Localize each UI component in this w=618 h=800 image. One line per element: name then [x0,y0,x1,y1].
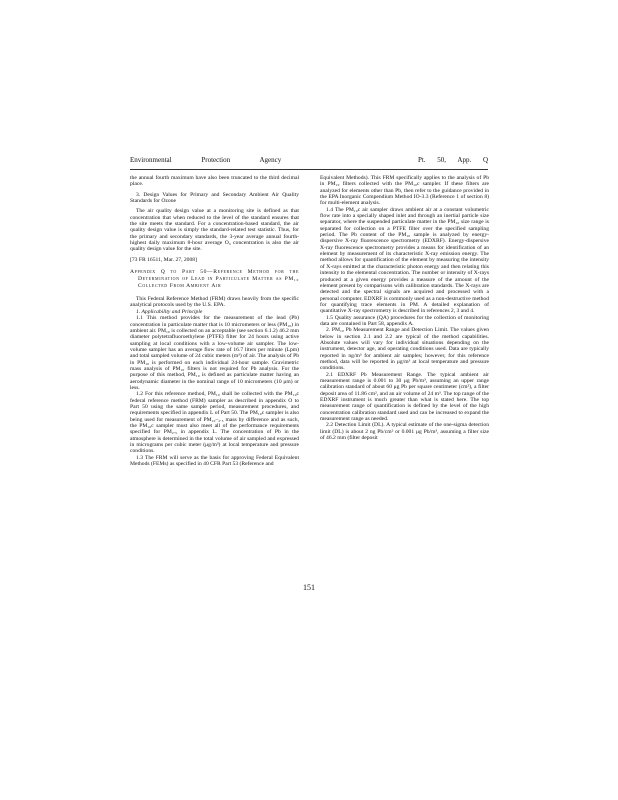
left-column-body [130,296,299,467]
right-column-body [320,175,489,441]
paragraph: 1.3 The FRM will serve as the basis for approving Federal Equivalent Methods (FEMs) as specified in 40 CFR Part 53 (Reference and [130,454,299,468]
paragraph: 1.2 For this reference method, PM₁₀ shall be collected with the PM₁₀c federal reference method (FRM) sampler as described in appendix O to Part 50 using the same sample period, measurement procedures, and requirements specified in appendix L of Part 50. The PM₁₀c sampler is also being used for measurement of PM₁₀–₂.₅ mass by difference and as such, the PM₁₀c sampler must also meet all of the performance requirements specified for PM₂.₅ in appendix L. The concentration of Pb in the atmosphere is determined in the total volume of air sampled and expressed in micrograms per cubic meter (μg/m³) at local temperature and pressure conditions. [130,391,299,455]
appendix-heading: Appendix Q to Part 50—Reference Method for the Determination of Lead in Particulate Matter as PM₁₀ Collected From Ambient Air [130,269,299,290]
header-rule [130,169,488,170]
paragraph: 2.2 Detection Limit (DL). A typical estimate of the one-sigma detection limit (DL) is about 2 ng Pb/cm² or 0.001 μg Pb/m³, assuming a filter size of 46.2 mm (filter deposit [320,422,489,442]
page-number: 151 [303,583,315,592]
left-column-intro [130,175,299,263]
running-header [130,156,488,168]
paragraph: 1.5 Quality assurance (QA) procedures for the collection of monitoring data are contained in Part 58, appendix A. [320,314,489,327]
paragraph: 2. PM₁₀ Pb Measurement Range and Detection Limit. The values given below in section 2.1 and 2.2 are typical of the method capabilities. Absolute values will vary for individual situations depending on the instrument, detector age, and operating conditions used. Data are typically reported in ng/m³ for ambient air samples; however, for this reference method, data will be reported in μg/m³ at local temperature and pressure conditions. [320,327,489,372]
paragraph: 1.1 This method provides for the measurement of the lead (Pb) concentration in particulate matter that is 10 micrometers or less (PM₁₀) in ambient air. PM₁₀ is collected on an acceptable (see section 6.1.2) 46.2 mm diameter polytetrafluoroethylene (PTFE) filter for 24 hours using active sampling at local conditions with a low-volume air sampler. The low-volume sampler has an average flow rate of 16.7 liters per minute (Lpm) and total sampled volume of 24 cubic meters (m³) of air. The analysis of Pb in PM₁₀ is performed on each individual 24-hour sample. Gravimetric mass analysis of PM₁₀ filters is not required for Pb analysis. For the purpose of this method, PM₁₀ is defined as particulate matter having an aerodynamic diameter in the nominal range of 10 micrometers (10 μm) or less. [130,315,299,391]
paragraph: The air quality design value at a monitoring site is defined as that concentration that when reduced to the level of the standard ensures that the site meets the standard. For a concentration-based standard, the air quality design value is simply the standard-related test statistic. Thus, for the primary and secondary standards, the 3-year average annual fourth-highest daily maximum 8-hour average O₃ concentration is also the air quality design value for the site. [130,208,299,253]
paragraph: the annual fourth maximum have also been truncated to the third decimal place. [130,175,299,188]
paragraph: 3. Design Values for Primary and Secondary Ambient Air Quality Standards for Ozone [130,191,299,205]
paragraph: 2.1 EDXRF Pb Measurement Range. The typical ambient air measurement range is 0.001 to 30 μg Pb/m³, assuming an upper range calibration standard of about 60 μg Pb per square centimeter (cm²), a filter deposit area of 11.86 cm², and an air volume of 24 m³. The top range of the EDXRF instrument is much greater than what is stated here. The top measurement range of quantification is defined by the level of the high concentration calibration standard used and can be increased to expand the measurement range as needed. [320,371,489,423]
header-agency: Environmental Protection Agency [130,156,282,164]
paragraph: This Federal Reference Method (FRM) draws heavily from the specific analytical protocols used by the U.S. EPA. [130,296,299,309]
paragraph: Equivalent Methods). This FRM specifically applies to the analysis of Pb in PM₁₀ filters collected with the PM₁₀c sampler. If these filters are analyzed for elements other than Pb, then refer to the guidance provided in the EPA Inorganic Compendium Method IO-3.3 (Reference 1 of section 8) for multi-element analysis. [320,175,489,207]
left-column [130,175,299,467]
header-part: Pt. 50, App. Q [417,156,488,164]
paragraph: [73 FR 16511, Mar. 27, 2008] [130,256,197,263]
paragraph: 1.4 The PM₁₀c air sampler draws ambient air at a constant volumetric flow rate into a specially shaped inlet and through an inertial particle size separator, where the suspended particulate matter in the PM₁₀ size range is separated for collection on a PTFE filter over the specified sampling period. The Pb content of the PM₁₀ sample is analyzed by energy-dispersive X-ray fluorescence spectrometry (EDXRF). Energy-dispersive X-ray fluorescence spectrometry provides a means for identification of an element by measurement of its characteristic X-ray emission energy. The method allows for quantification of the element by measuring the intensity of X-rays emitted at the characteristic photon energy and then relating this intensity to the elemental concentration. The number or intensity of X-rays produced at a given energy provides a measure of the amount of the element present by comparisons with calibration standards. The X-rays are detected and the spectral signals are acquired and processed with a personal computer. EDXRF is commonly used as a non-destructive method for quantifying trace elements in PM. A detailed explanation of quantitative X-ray spectrometry is described in references 2, 3 and 4. [320,206,489,315]
right-column [320,175,489,441]
paragraph: 1. Applicability and Principle [136,308,203,315]
